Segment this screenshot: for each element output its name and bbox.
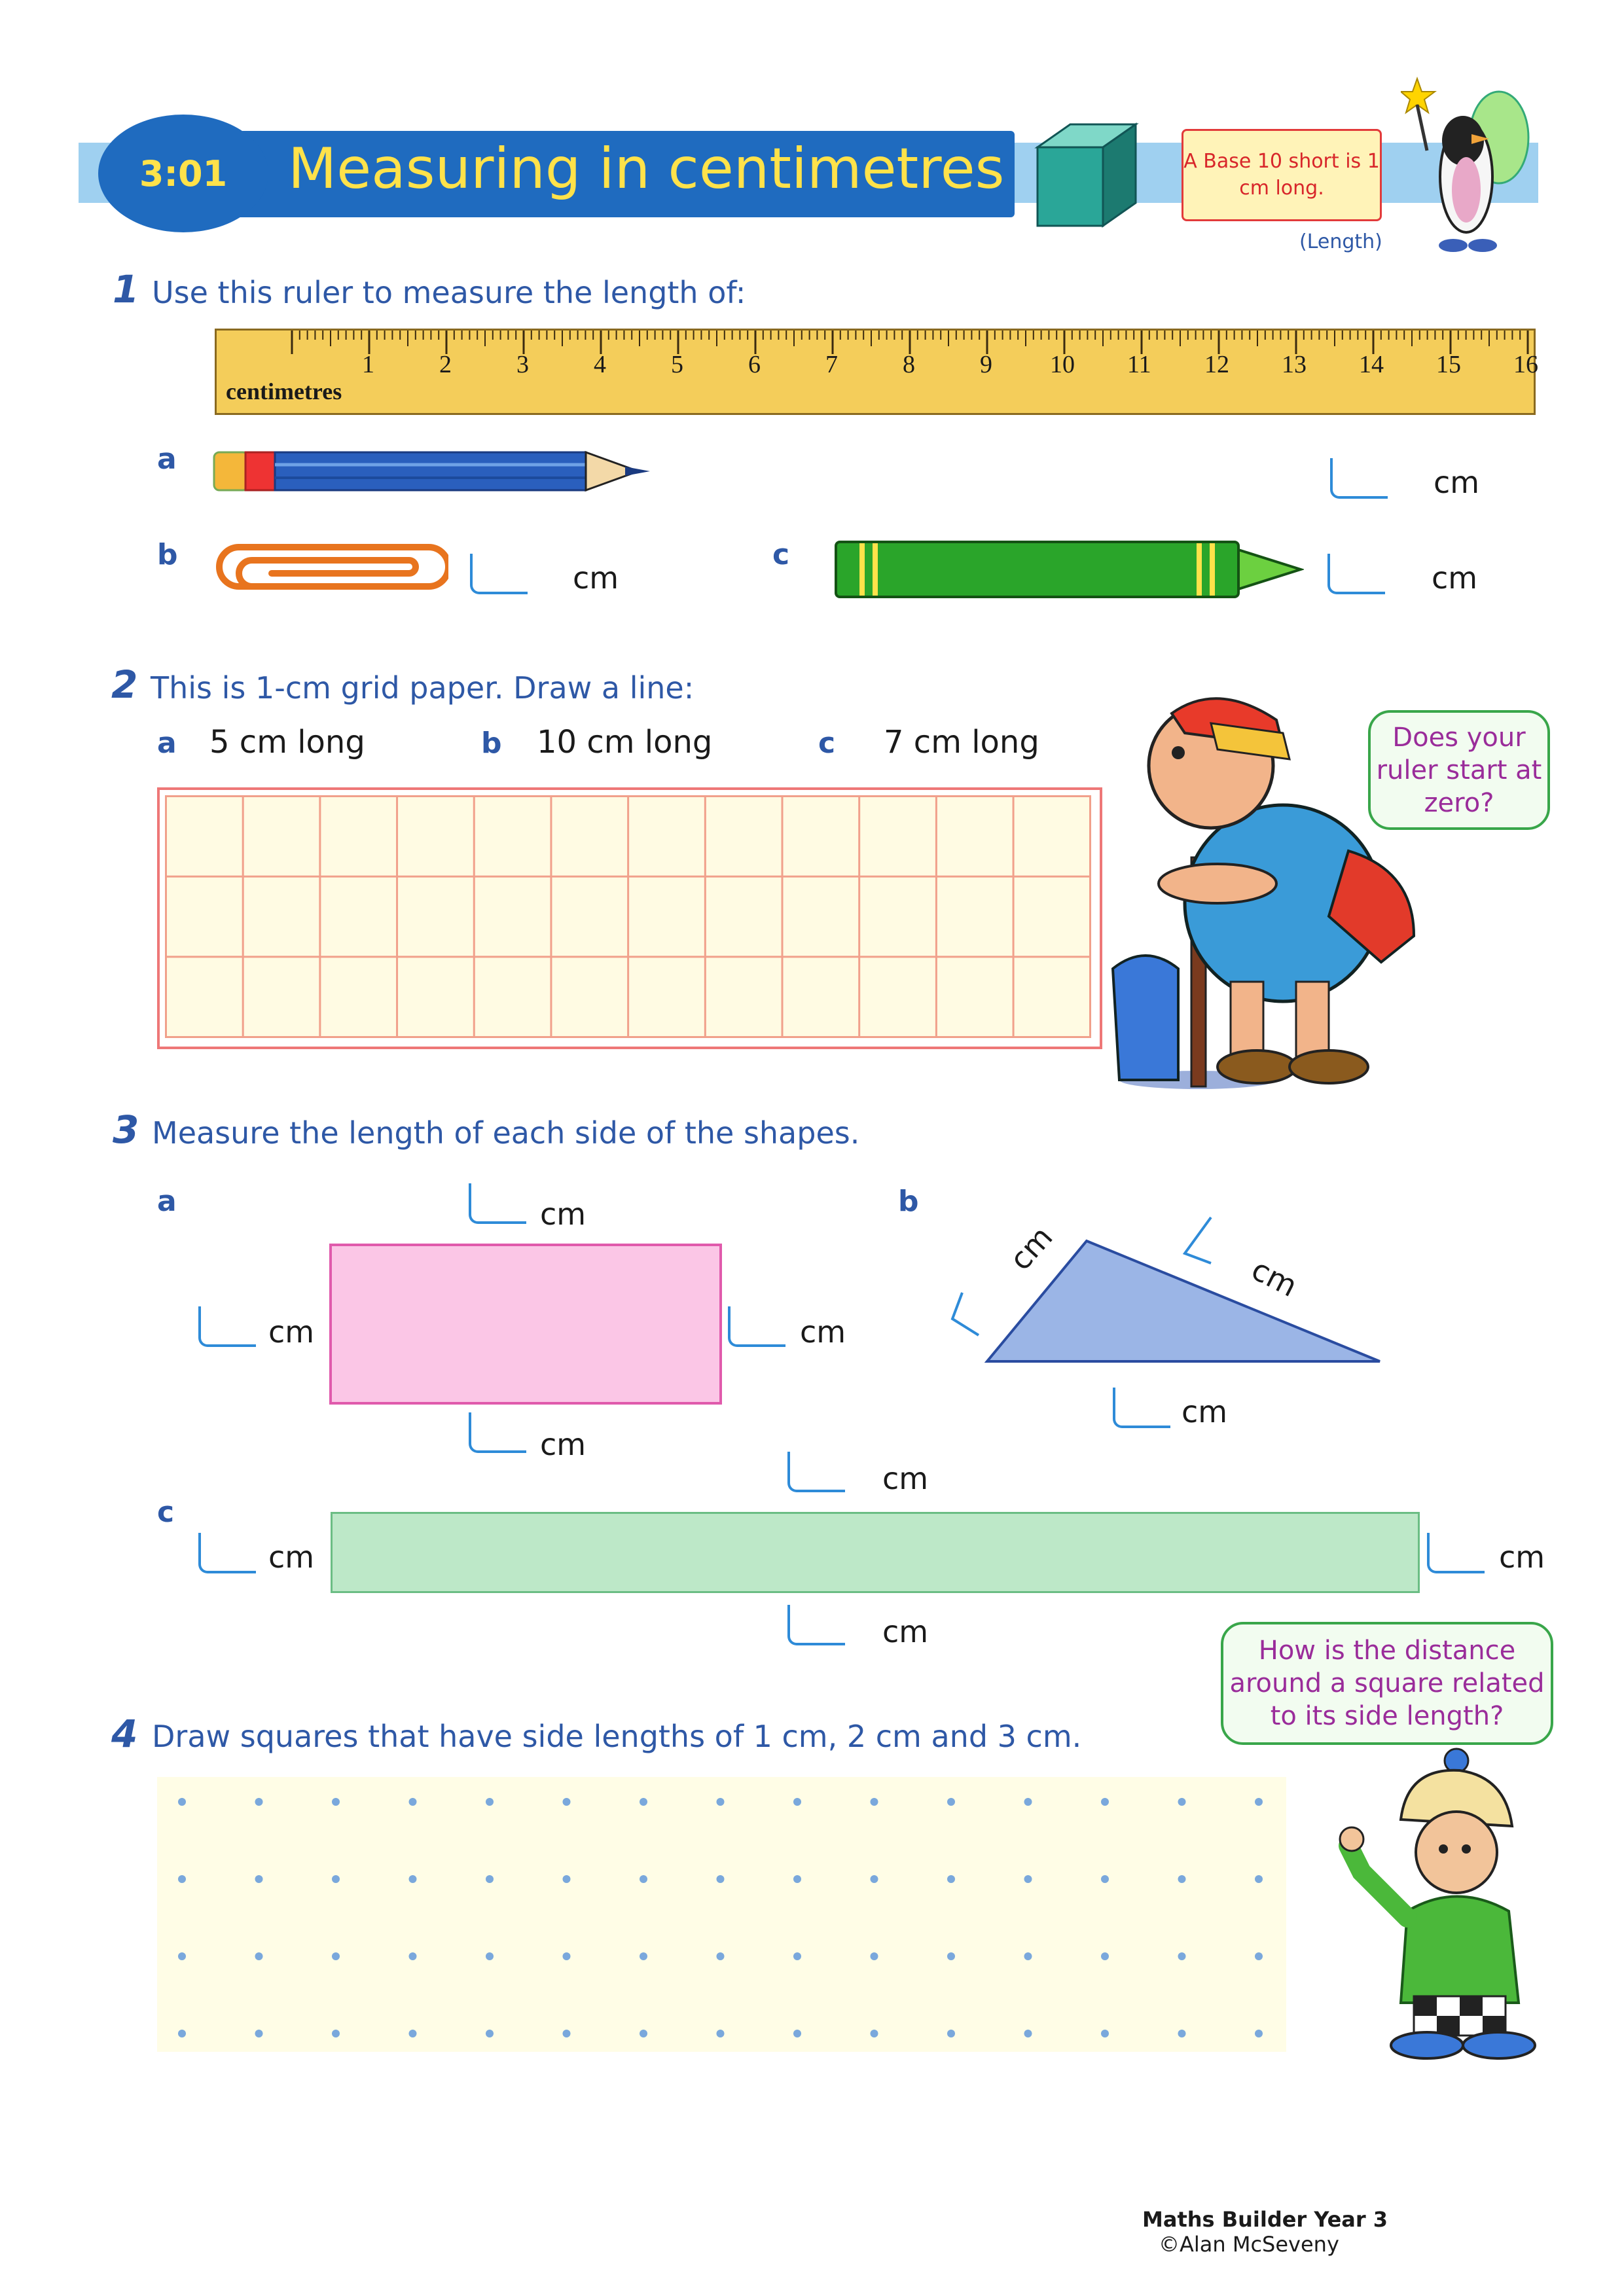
grid-dot xyxy=(1255,1875,1263,1883)
boy-character-icon xyxy=(1335,1741,1551,2062)
ruler-tick-label: 6 xyxy=(748,351,761,378)
grid-dot xyxy=(1255,1952,1263,1960)
ruler-tick-label: 15 xyxy=(1436,351,1461,378)
q2b-text: 10 cm long xyxy=(537,724,713,761)
q2c-label: c xyxy=(818,726,836,760)
q1a-answer-box[interactable] xyxy=(1330,458,1388,499)
dot-paper[interactable] xyxy=(157,1777,1286,2052)
dot-grid xyxy=(157,1777,1286,2052)
grid-dot xyxy=(486,1875,494,1883)
q1c-answer-box[interactable] xyxy=(1327,554,1385,594)
q3a-bottom-unit: cm xyxy=(540,1427,586,1462)
q3a-top-answer[interactable] xyxy=(469,1183,526,1224)
grid-dot xyxy=(332,2030,340,2037)
penguin-fairy-icon xyxy=(1401,72,1532,262)
grid-dot xyxy=(178,1875,186,1883)
grid-dot xyxy=(1101,1952,1109,1960)
q3b-right-unit: cm xyxy=(1246,1251,1303,1304)
q2-hint-bubble: Does your ruler start at zero? xyxy=(1368,710,1550,830)
grid-dot xyxy=(947,1952,955,1960)
q3a-rectangle xyxy=(329,1244,722,1405)
q3a-left-answer[interactable] xyxy=(198,1306,256,1347)
ruler-tick-label: 12 xyxy=(1204,351,1229,378)
grid-dot xyxy=(1024,1875,1032,1883)
q3c-right-answer[interactable] xyxy=(1427,1533,1485,1573)
q3c-left-unit: cm xyxy=(268,1539,315,1575)
grid-dot xyxy=(409,1798,417,1806)
ruler-tick-label: 2 xyxy=(439,351,452,378)
grid-dot xyxy=(409,1952,417,1960)
q1c-label: c xyxy=(772,538,790,571)
grid-dot xyxy=(1024,1798,1032,1806)
grid-dot xyxy=(640,1952,647,1960)
grid-dot xyxy=(1024,1952,1032,1960)
q3c-left-answer[interactable] xyxy=(198,1533,256,1573)
ruler-tick-label: 8 xyxy=(903,351,915,378)
ruler-tick-label: 1 xyxy=(362,351,374,378)
ruler-tick-label: 13 xyxy=(1282,351,1307,378)
ruler-tick-label: 14 xyxy=(1359,351,1384,378)
grid-dot xyxy=(1101,2030,1109,2037)
paper-clip-icon xyxy=(213,541,448,600)
q2c-text: 7 cm long xyxy=(884,724,1039,761)
grid-dot xyxy=(717,2030,725,2037)
cube-icon xyxy=(1031,121,1149,239)
grid-dot xyxy=(1178,1798,1186,1806)
ruler-tick-label: 16 xyxy=(1513,351,1538,378)
footer-title: Maths Builder Year 3 xyxy=(1142,2207,1388,2232)
grid-dot xyxy=(1178,1952,1186,1960)
ruler-tick-label: 7 xyxy=(825,351,838,378)
grid-dot xyxy=(486,2030,494,2037)
q1a-unit: cm xyxy=(1434,465,1480,500)
tip-box: A Base 10 short is 1 cm long. xyxy=(1182,129,1382,221)
q1b-answer-box[interactable] xyxy=(470,554,528,594)
grid-dot xyxy=(793,1952,801,1960)
grid-dot xyxy=(255,1952,263,1960)
grid-dot xyxy=(178,1798,186,1806)
grid-dot xyxy=(486,1952,494,1960)
page-title: Measuring in centimetres xyxy=(288,136,1005,202)
grid-dot xyxy=(717,1875,725,1883)
q3c-bottom-unit: cm xyxy=(882,1614,929,1649)
grid-dot xyxy=(871,1798,878,1806)
grid-dot xyxy=(255,1798,263,1806)
topic-label: (Length) xyxy=(1299,230,1382,253)
q3c-right-unit: cm xyxy=(1499,1539,1545,1575)
q3b-left-unit: cm xyxy=(1002,1219,1060,1278)
q3c-bottom-answer[interactable] xyxy=(787,1605,845,1645)
grid-dot xyxy=(409,2030,417,2037)
ruler-tick-label: 4 xyxy=(594,351,606,378)
q2b-label: b xyxy=(481,726,502,760)
pencil-icon xyxy=(213,449,651,495)
ruler xyxy=(215,329,1536,415)
grid-dot xyxy=(717,1798,725,1806)
grid-dot xyxy=(563,1952,571,1960)
grid-dot xyxy=(640,1798,647,1806)
q1b-unit: cm xyxy=(573,560,619,596)
q2-number: 2 xyxy=(111,662,138,707)
ruler-ticks xyxy=(217,331,1534,413)
q3b-label: b xyxy=(898,1185,919,1218)
ruler-tick-label: 5 xyxy=(671,351,683,378)
grid-dot xyxy=(486,1798,494,1806)
q3-text: Measure the length of each side of the shapes. xyxy=(152,1115,860,1151)
grid-dot xyxy=(178,2030,186,2037)
grid-paper[interactable] xyxy=(165,795,1091,1038)
ruler-label: centimetres xyxy=(226,378,342,404)
q3a-right-answer[interactable] xyxy=(728,1306,785,1347)
grid-dot xyxy=(871,1875,878,1883)
q3a-top-unit: cm xyxy=(540,1196,586,1232)
q1c-unit: cm xyxy=(1432,560,1478,596)
grid-dot xyxy=(1178,2030,1186,2037)
grid-dot xyxy=(1101,1798,1109,1806)
q1b-label: b xyxy=(157,538,178,571)
q3c-rectangle xyxy=(331,1512,1420,1593)
ruler-tick-label: 3 xyxy=(516,351,529,378)
q3a-right-unit: cm xyxy=(800,1314,846,1350)
grid-dot xyxy=(563,1875,571,1883)
q1-number: 1 xyxy=(113,267,139,312)
grid-dot xyxy=(409,1875,417,1883)
grid-dot xyxy=(947,1798,955,1806)
grid-dot xyxy=(563,2030,571,2037)
q3-number: 3 xyxy=(113,1107,139,1152)
q3c-top-answer[interactable] xyxy=(787,1452,845,1492)
grid-dot xyxy=(947,2030,955,2037)
q2a-text: 5 cm long xyxy=(209,724,365,761)
ruler-tick-label: 9 xyxy=(980,351,992,378)
footer-copyright: ©Alan McSeveny xyxy=(1159,2232,1339,2257)
crayon-icon xyxy=(833,537,1304,602)
q4-text: Draw squares that have side lengths of 1 cm, 2 cm and 3 cm. xyxy=(152,1719,1082,1754)
grid-dot xyxy=(1255,2030,1263,2037)
grid-dot xyxy=(793,2030,801,2037)
grid-dot xyxy=(640,2030,647,2037)
ruler-tick-label: 10 xyxy=(1050,351,1075,378)
q4-hint-bubble: How is the distance around a square related to its side length? xyxy=(1221,1622,1553,1745)
q2-text: This is 1-cm grid paper. Draw a line: xyxy=(151,670,695,706)
q3c-top-unit: cm xyxy=(882,1461,929,1496)
grid-dot xyxy=(1024,2030,1032,2037)
ruler-tick-label: 11 xyxy=(1127,351,1151,378)
q3a-label: a xyxy=(157,1185,177,1218)
q1-text: Use this ruler to measure the length of: xyxy=(152,275,746,310)
q4-number: 4 xyxy=(111,1712,138,1756)
grid-dot xyxy=(793,1798,801,1806)
q3b-left-answer[interactable] xyxy=(952,1293,979,1335)
grid-dot xyxy=(1255,1798,1263,1806)
grid-dot xyxy=(871,2030,878,2037)
grid-dot xyxy=(178,1952,186,1960)
grid-dot xyxy=(563,1798,571,1806)
q3b-bottom-unit: cm xyxy=(1182,1394,1228,1429)
q3b-triangle xyxy=(943,1198,1401,1394)
grid-dot xyxy=(332,1798,340,1806)
q3b-bottom-answer[interactable] xyxy=(1113,1388,1170,1428)
q3a-bottom-answer[interactable] xyxy=(469,1412,526,1453)
q3b-right-answer[interactable] xyxy=(1185,1217,1211,1263)
grid-dot xyxy=(332,1952,340,1960)
grid-dot xyxy=(793,1875,801,1883)
grid-dot xyxy=(871,1952,878,1960)
q1a-label: a xyxy=(157,442,177,476)
grid-dot xyxy=(255,1875,263,1883)
q3a-left-unit: cm xyxy=(268,1314,315,1350)
q3c-label: c xyxy=(157,1496,175,1529)
grid-dot xyxy=(947,1875,955,1883)
q2a-label: a xyxy=(157,726,177,760)
section-badge: 3:01 xyxy=(98,115,268,232)
grid-dot xyxy=(332,1875,340,1883)
grid-dot xyxy=(1178,1875,1186,1883)
grid-dot xyxy=(1101,1875,1109,1883)
grid-dot xyxy=(717,1952,725,1960)
grid-dot xyxy=(255,2030,263,2037)
grid-dot xyxy=(640,1875,647,1883)
